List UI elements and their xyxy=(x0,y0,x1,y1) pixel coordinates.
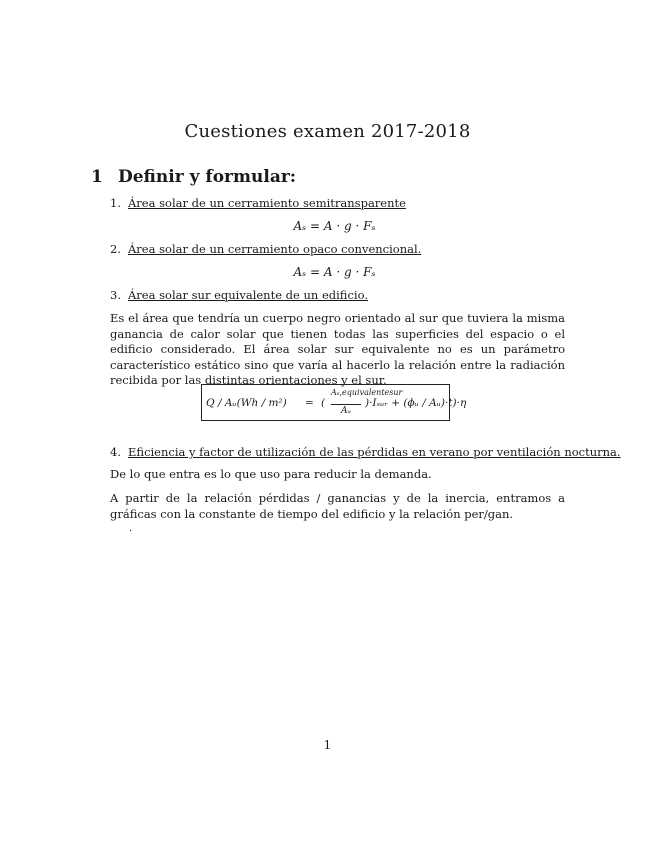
paragraph-definition: Es el área que tendría un cuerpo negro orientado al sur que tuviera la misma ganancia de calor solar que tienen todas las superficies del espacio o el edificio considerado. El área solar sur equivalente no es un parámetro característico estático sino que varía al hacerlo la relación entre la radiación recibida por las distintas orientaciones y el sur. xyxy=(110,311,565,387)
formula-box xyxy=(201,384,467,421)
list-item xyxy=(110,445,621,459)
section-title: Definir y formular: xyxy=(118,167,297,187)
section-number: 1 xyxy=(91,167,103,187)
fraction-bar xyxy=(331,404,361,405)
page-number: 1 xyxy=(323,738,332,752)
formula-open-paren: ( xyxy=(321,397,326,409)
section-heading xyxy=(91,167,296,187)
formula-rest: )·Iₛᵤᵣ + (ϕᵤ / Aᵤ)·t)·η xyxy=(365,397,467,409)
page-title: Cuestiones examen 2017-2018 xyxy=(184,121,471,142)
list-item xyxy=(110,288,368,302)
equation-semitransparent: Aₛ = A · g · Fₛ xyxy=(293,219,376,233)
paragraph-answer: A partir de la relación pérdidas / ganancias y de la inercia, entramos a gráficas con la constante de tiempo del edificio y la relación per/gan. xyxy=(110,491,565,521)
list-item-number: 4. xyxy=(110,445,121,459)
list-item-number: 2. xyxy=(110,242,121,256)
list-item-text: Eficiencia y factor de utilización de las pérdidas en verano por ventilación nocturna. xyxy=(128,445,621,459)
list-item-number: 1. xyxy=(110,196,121,210)
stray-dot: · xyxy=(129,526,133,537)
formula-lhs: Q / Aᵤ(Wh / m²) xyxy=(206,397,287,409)
list-item xyxy=(110,196,406,210)
list-item-text: Área solar sur equivalente de un edificio. xyxy=(128,288,368,302)
list-item-text: Área solar de un cerramiento semitransparente xyxy=(128,196,406,210)
equation-opaque: Aₛ = A · g · Fₛ xyxy=(293,265,376,279)
formula-equals: = xyxy=(305,397,314,409)
list-item-text: Área solar de un cerramiento opaco convencional. xyxy=(128,242,422,256)
formula-numerator: Aₛ,equivalentesur xyxy=(331,388,403,397)
list-item xyxy=(110,242,421,256)
paragraph-answer: De lo que entra es lo que uso para reducir la demanda. xyxy=(110,467,432,481)
formula-denominator: Aᵤ xyxy=(341,406,352,416)
list-item-number: 3. xyxy=(110,288,121,302)
